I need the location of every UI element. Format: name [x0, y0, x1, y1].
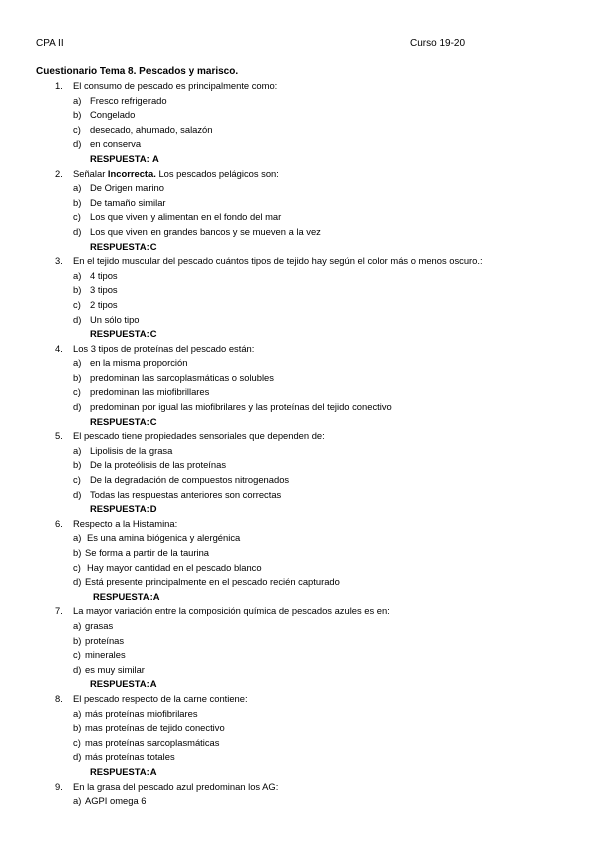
option-text: más proteínas miofibrilares [85, 707, 198, 719]
option-text: De la proteólisis de las proteínas [90, 459, 227, 471]
question-text: El consumo de pescado es principalmente como: [73, 80, 278, 91]
option-text: Fresco refrigerado [90, 94, 167, 106]
question-number: 9. [55, 780, 63, 792]
option-6a [0, 531, 599, 546]
option-letter: d) [73, 225, 82, 237]
option-text: De la degradación de compuestos nitrogenados [90, 474, 290, 486]
option-letter: d) [73, 576, 82, 588]
option-text: en la misma proporción [90, 357, 188, 369]
answer-3 [0, 327, 599, 342]
option-1d [0, 137, 599, 152]
question-4 [0, 342, 599, 357]
option-4c [0, 385, 599, 400]
option-letter: c) [73, 298, 81, 310]
option-letter: c) [73, 736, 81, 748]
option-text: mas proteínas de tejido conectivo [85, 722, 225, 734]
option-text: predominan por igual las miofibrilares y las proteínas del tejido conectivo [90, 401, 392, 413]
question-2 [0, 167, 599, 182]
option-7c [0, 648, 599, 663]
option-text: 4 tipos [90, 269, 118, 281]
option-text: proteínas [85, 634, 125, 646]
question-number: 6. [55, 517, 63, 529]
header-academic-year: Curso 19-20 [410, 38, 466, 49]
question-text-post: Los pescados pelágicos son: [155, 167, 279, 179]
option-letter: a) [73, 532, 82, 544]
option-letter: d) [73, 401, 82, 413]
option-9a [0, 794, 599, 809]
option-1c [0, 123, 599, 138]
option-text: 2 tipos [90, 298, 118, 310]
option-5a [0, 444, 599, 459]
option-text: Está presente principalmente en el pescado recién capturado [85, 576, 340, 588]
option-letter: b) [73, 371, 82, 383]
option-letter: b) [73, 196, 82, 208]
option-letter: c) [73, 649, 81, 661]
option-7b [0, 634, 599, 649]
option-letter: b) [73, 284, 82, 296]
answer-text: RESPUESTA:D [90, 503, 157, 515]
option-8a [0, 707, 599, 722]
option-letter: a) [73, 707, 82, 719]
question-number: 7. [55, 605, 63, 617]
option-text: 3 tipos [90, 284, 118, 296]
option-letter: c) [73, 123, 81, 135]
question-text: En la grasa del pescado azul predominan los AG: [73, 780, 279, 792]
question-text: Los 3 tipos de proteínas del pescado están: [73, 342, 255, 354]
option-text: desecado, ahumado, salazón [90, 123, 213, 135]
question-8 [0, 692, 599, 707]
question-5 [0, 429, 599, 444]
option-text: Todas las respuestas anteriores son correctas [90, 488, 282, 500]
option-8c [0, 736, 599, 751]
option-5b [0, 458, 599, 473]
option-3d [0, 313, 599, 328]
option-letter: d) [73, 751, 82, 763]
option-text: Congelado [90, 109, 136, 121]
answer-text: RESPUESTA:A [90, 678, 157, 690]
answer-text: RESPUESTA:C [90, 415, 157, 427]
option-letter: a) [73, 182, 82, 194]
option-6c [0, 561, 599, 576]
option-letter: d) [73, 138, 82, 150]
option-5c [0, 473, 599, 488]
option-text: De tamaño similar [90, 196, 166, 208]
option-4a [0, 356, 599, 371]
option-1b [0, 108, 599, 123]
answer-2 [0, 240, 599, 255]
answer-text: RESPUESTA: A [90, 152, 159, 164]
option-letter: b) [73, 634, 82, 646]
question-number: 2. [55, 167, 63, 179]
question-9 [0, 780, 599, 795]
option-2c [0, 210, 599, 225]
option-letter: c) [73, 561, 81, 573]
answer-text: RESPUESTA:A [90, 765, 157, 777]
option-letter: c) [73, 386, 81, 398]
option-6d [0, 575, 599, 590]
option-text: De Origen marino [90, 182, 164, 194]
option-letter: a) [73, 269, 82, 281]
answer-1 [0, 152, 599, 167]
option-text: AGPI omega 6 [85, 795, 147, 807]
option-3c [0, 298, 599, 313]
question-text: El pescado tiene propiedades sensoriales que dependen de: [73, 430, 325, 442]
option-3a [0, 269, 599, 284]
header-course-name: CPA II [36, 38, 64, 49]
option-letter: a) [73, 94, 82, 106]
option-text: en conserva [90, 138, 142, 150]
option-5d [0, 488, 599, 503]
answer-6 [0, 590, 599, 605]
question-text [73, 167, 279, 182]
option-4d [0, 400, 599, 415]
option-text: es muy similar [85, 663, 145, 675]
question-text-pre: Señalar [73, 167, 108, 179]
option-letter: b) [73, 722, 82, 734]
page-title: Cuestionario Tema 8. Pescados y marisco. [36, 66, 239, 77]
option-letter: d) [73, 488, 82, 500]
option-text: predominan las sarcoplasmáticas o solubles [90, 371, 274, 383]
option-text: mas proteínas sarcoplasmáticas [85, 736, 220, 748]
answer-4 [0, 415, 599, 430]
option-2a [0, 181, 599, 196]
option-text: predominan las miofibrillares [90, 386, 210, 398]
question-list [0, 79, 599, 809]
option-letter: a) [73, 795, 82, 807]
option-8d [0, 750, 599, 765]
option-8b [0, 721, 599, 736]
option-letter: c) [73, 211, 81, 223]
option-letter: a) [73, 444, 82, 456]
question-3 [0, 254, 599, 269]
option-text: Un sólo tipo [90, 313, 140, 325]
option-letter: a) [73, 619, 82, 631]
option-letter: b) [73, 459, 82, 471]
option-text: Hay mayor cantidad en el pescado blanco [87, 561, 262, 573]
option-text: Los que viven en grandes bancos y se mueven a la vez [90, 225, 321, 237]
option-letter: b) [73, 109, 82, 121]
option-7a [0, 619, 599, 634]
question-1 [0, 79, 599, 94]
answer-text: RESPUESTA:C [90, 240, 157, 252]
question-text: Respecto a la Histamina: [73, 517, 178, 529]
option-text: Lipolisis de la grasa [90, 444, 173, 456]
question-number: 8. [55, 692, 63, 704]
answer-7 [0, 677, 599, 692]
answer-text: RESPUESTA:C [90, 328, 157, 340]
option-3b [0, 283, 599, 298]
question-text: La mayor variación entre la composición química de pescados azules es en: [73, 605, 390, 617]
option-text: Es una amina biógenica y alergénica [87, 532, 241, 544]
answer-text: RESPUESTA:A [93, 590, 160, 602]
option-text: Los que viven y alimentan en el fondo del mar [90, 211, 282, 223]
option-4b [0, 371, 599, 386]
option-6b [0, 546, 599, 561]
answer-5 [0, 502, 599, 517]
option-letter: d) [73, 663, 82, 675]
option-letter: c) [73, 474, 81, 486]
question-number: 1. [55, 80, 63, 91]
option-2d [0, 225, 599, 240]
question-number: 4. [55, 342, 63, 354]
option-letter: b) [73, 547, 82, 558]
option-text: grasas [85, 619, 114, 631]
option-text: Se forma a partir de la taurina [85, 547, 210, 558]
question-number: 3. [55, 255, 63, 267]
question-text: En el tejido muscular del pescado cuántos tipos de tejido hay según el color más o menos oscuro.: [73, 255, 483, 267]
option-text: minerales [85, 649, 126, 661]
option-text: más proteínas totales [85, 751, 175, 763]
question-number: 5. [55, 430, 63, 442]
answer-8 [0, 765, 599, 780]
option-1a [0, 94, 599, 109]
option-7d [0, 663, 599, 678]
option-2b [0, 196, 599, 211]
question-text-emphasis: Incorrecta. [107, 167, 156, 179]
question-text: El pescado respecto de la carne contiene: [73, 692, 248, 704]
question-6 [0, 517, 599, 532]
option-letter: d) [73, 313, 82, 325]
question-7 [0, 604, 599, 619]
option-letter: a) [73, 357, 82, 369]
